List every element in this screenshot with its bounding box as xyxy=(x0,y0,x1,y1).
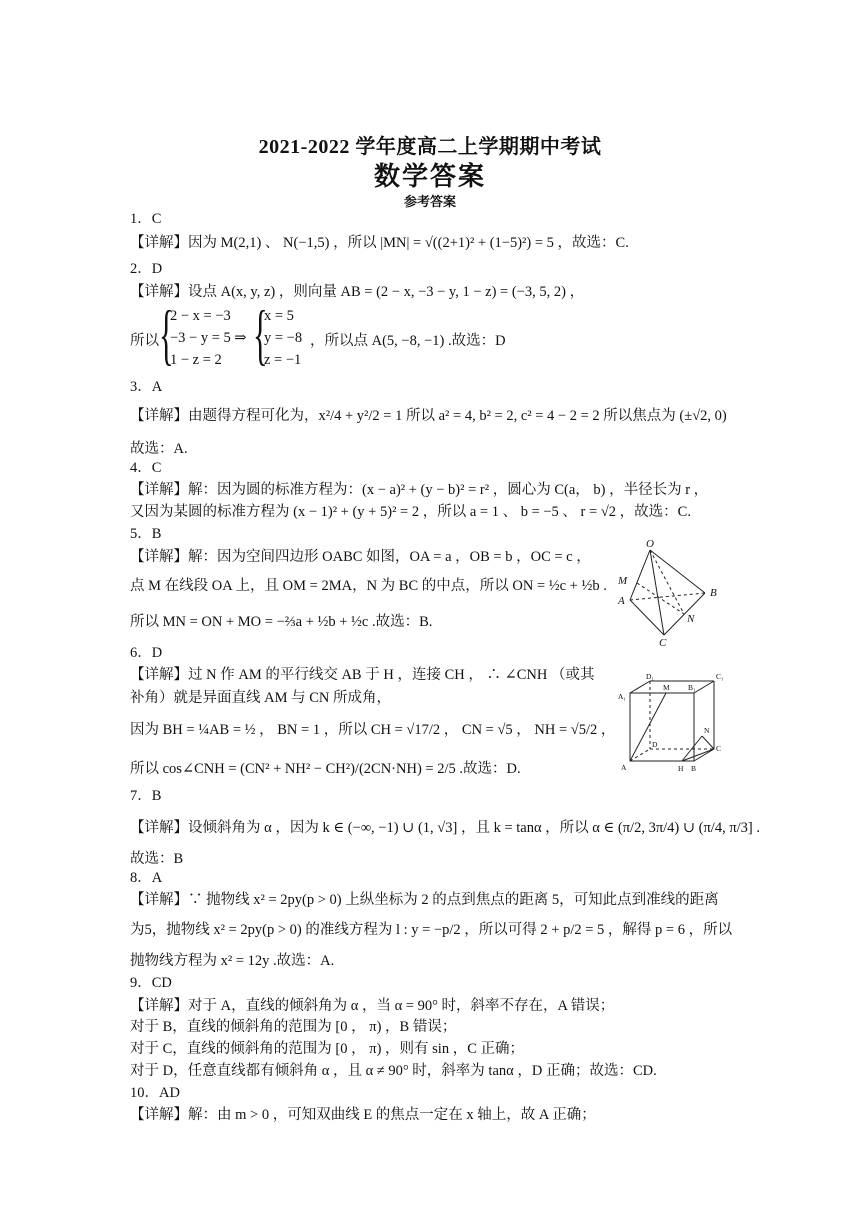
q10-detail: 【详解】解：由 m > 0 ，可知双曲线 E 的焦点一定在 x 轴上，故 A 正确； xyxy=(130,1107,596,1123)
q5-tetrahedron-figure xyxy=(600,538,730,648)
q4-answer: 4．C xyxy=(130,460,162,476)
q4-detail-2: 又因为某圆的标准方程为 (x − 1)² + (y + 5)² = 2 ，所以 a = 1 、 b = −5 、 r = √2 ，故选：C. xyxy=(130,504,691,520)
q4-detail: 【详解】解：因为圆的标准方程为：(x − a)² + (y − b)² = r² ，圆心为 C(a， b) ，半径长为 r ， xyxy=(130,482,709,498)
exam-title: 2021-2022 学年度高二上学期期中考试 xyxy=(258,136,602,158)
edge-A1D1 xyxy=(630,681,650,693)
q6-cube-figure xyxy=(616,673,728,775)
label-C: C xyxy=(716,744,722,753)
q2-system-left xyxy=(170,305,247,371)
label-D1: D₁ xyxy=(646,673,655,681)
q5-detail: 【详解】解：因为空间四边形 OABC 如图，OA = a ，OB = b ，OC = c ， xyxy=(130,549,591,565)
q6-detail-4: 所以 cos∠CNH = (CN² + NH² − CH²)/(2CN·NH) = 2/5 .故选：D. xyxy=(130,761,521,777)
reference-answer-heading: 参考答案 xyxy=(403,194,456,209)
q8-detail-3: 抛物线方程为 x² = 12y .故选：A. xyxy=(130,953,335,969)
q2-eq-2: −3 − y = 5 ⇒ xyxy=(170,330,247,346)
q2-sol-z: z = −1 xyxy=(264,352,302,368)
label-A: A xyxy=(618,595,625,607)
label-B: B xyxy=(691,764,697,773)
q2-answer: 2．D xyxy=(130,261,163,277)
segment-AM xyxy=(630,693,666,761)
q1-answer: 1．C xyxy=(130,211,162,227)
q9-detail-3: 对于 C，直线的倾斜角的范围为 [0 ， π) ，则有 sin ，C 正确； xyxy=(130,1041,524,1057)
q3-conclusion: 故选：A. xyxy=(130,441,188,457)
edge-OB xyxy=(650,550,705,593)
q3-answer: 3．A xyxy=(130,379,163,395)
q2-conclusion: ，所以点 A(5, −8, −1) .故选：D xyxy=(310,333,506,349)
cube-front-face xyxy=(630,693,694,761)
edge-OA xyxy=(630,550,650,600)
q6-detail-3: 因为 BH = ¼AB = ½ ， BN = 1 ，所以 CH = √17/2 ， CN = √5 ， NH = √5/2 ， xyxy=(130,722,616,738)
q6-detail-2: 补角）就是异面直线 AM 与 CN 所成角， xyxy=(130,690,392,706)
q8-answer: 8．A xyxy=(130,870,163,886)
label-A1: A₁ xyxy=(618,692,627,701)
q2-system-prefix: 所以 xyxy=(130,333,159,349)
q6-detail: 【详解】过 N 作 AM 的平行线交 AB 于 H ，连接 CH ， ∴ ∠CNH （或其 xyxy=(130,667,595,683)
q9-detail-2: 对于 B，直线的倾斜角的范围为 [0 ， π) ，B 错误； xyxy=(130,1019,457,1035)
segment-NC xyxy=(702,736,714,749)
q7-answer: 7．B xyxy=(130,788,162,804)
label-M: M xyxy=(618,575,628,587)
edge-B1C1 xyxy=(694,681,714,693)
q8-detail: 【详解】∵ 抛物线 x² = 2py(p > 0) 上纵坐标为 2 的点到焦点的距离 5，可知此点到准线的距离 xyxy=(130,892,719,908)
q5-answer: 5．B xyxy=(130,526,162,542)
q7-detail: 【详解】设倾斜角为 α ，因为 k ∈ (−∞, −1) ∪ (1, √3] ，且 k = tanα ，所以 α ∈ (π/2, 3π/4) ∪ (π/4, π/3] . xyxy=(130,820,760,836)
q8-detail-2: 为5，抛物线 x² = 2py(p > 0) 的准线方程为 l : y = −p/2 ，所以可得 2 + p/2 = 5 ，解得 p = 6 ，所以 xyxy=(130,922,733,938)
q5-detail-3: 所以 MN = ON + MO = −⅔a + ½b + ½c .故选：B. xyxy=(130,614,433,630)
edge-CB xyxy=(664,593,705,635)
q5-detail-2: 点 M 在线段 OA 上，且 OM = 2MA，N 为 BC 的中点，所以 ON = ½c + ½b . xyxy=(130,578,607,594)
q9-detail: 【详解】对于 A，直线的倾斜角为 α ，当 α = 90° 时，斜率不存在，A 错误； xyxy=(130,998,615,1014)
q2-left-brace: { xyxy=(159,296,174,372)
label-M: M xyxy=(663,683,670,692)
label-D: D xyxy=(652,740,658,749)
q7-conclusion: 故选：B xyxy=(130,851,184,867)
q6-answer: 6．D xyxy=(130,645,163,661)
label-C: C xyxy=(659,637,667,648)
q2-sol-y: y = −8 xyxy=(264,330,303,346)
q1-detail: 【详解】因为 M(2,1) 、 N(−1,5) ，所以 |MN| = √((2+1)² + (1−5)²) = 5 ，故选：C. xyxy=(130,235,629,251)
q2-detail: 【详解】设点 A(x, y, z) ，则向量 AB = (2 − x, −3 − y, 1 − z) = (−3, 5, 2) ， xyxy=(130,284,585,300)
q3-detail: 【详解】由题得方程可化为，x²/4 + y²/2 = 1 所以 a² = 4, b² = 2, c² = 4 − 2 = 2 所以焦点为 (±√2, 0) xyxy=(130,408,727,424)
label-N: N xyxy=(687,613,695,625)
q9-answer: 9．CD xyxy=(130,975,172,991)
q2-system-right xyxy=(264,305,302,371)
subject-title: 数学答案 xyxy=(373,162,486,191)
q10-answer: 10．AD xyxy=(130,1085,180,1101)
q2-sol-x: x = 5 xyxy=(264,308,294,324)
label-B1: B₁ xyxy=(688,683,696,692)
edge-AB-hidden xyxy=(630,593,705,600)
label-A: A xyxy=(621,763,627,772)
q2-eq-1: 2 − x = −3 xyxy=(170,308,231,324)
q2-right-brace: { xyxy=(253,296,268,372)
label-N: N xyxy=(704,726,710,735)
label-O: O xyxy=(646,538,654,550)
label-H: H xyxy=(678,764,684,773)
label-C1: C₁ xyxy=(716,673,724,681)
label-B: B xyxy=(710,587,717,599)
q2-eq-3: 1 − z = 2 xyxy=(170,352,222,368)
q9-detail-4: 对于 D，任意直线都有倾斜角 α ，且 α ≠ 90° 时，斜率为 tanα ，D 正确；故选：CD. xyxy=(130,1063,657,1079)
